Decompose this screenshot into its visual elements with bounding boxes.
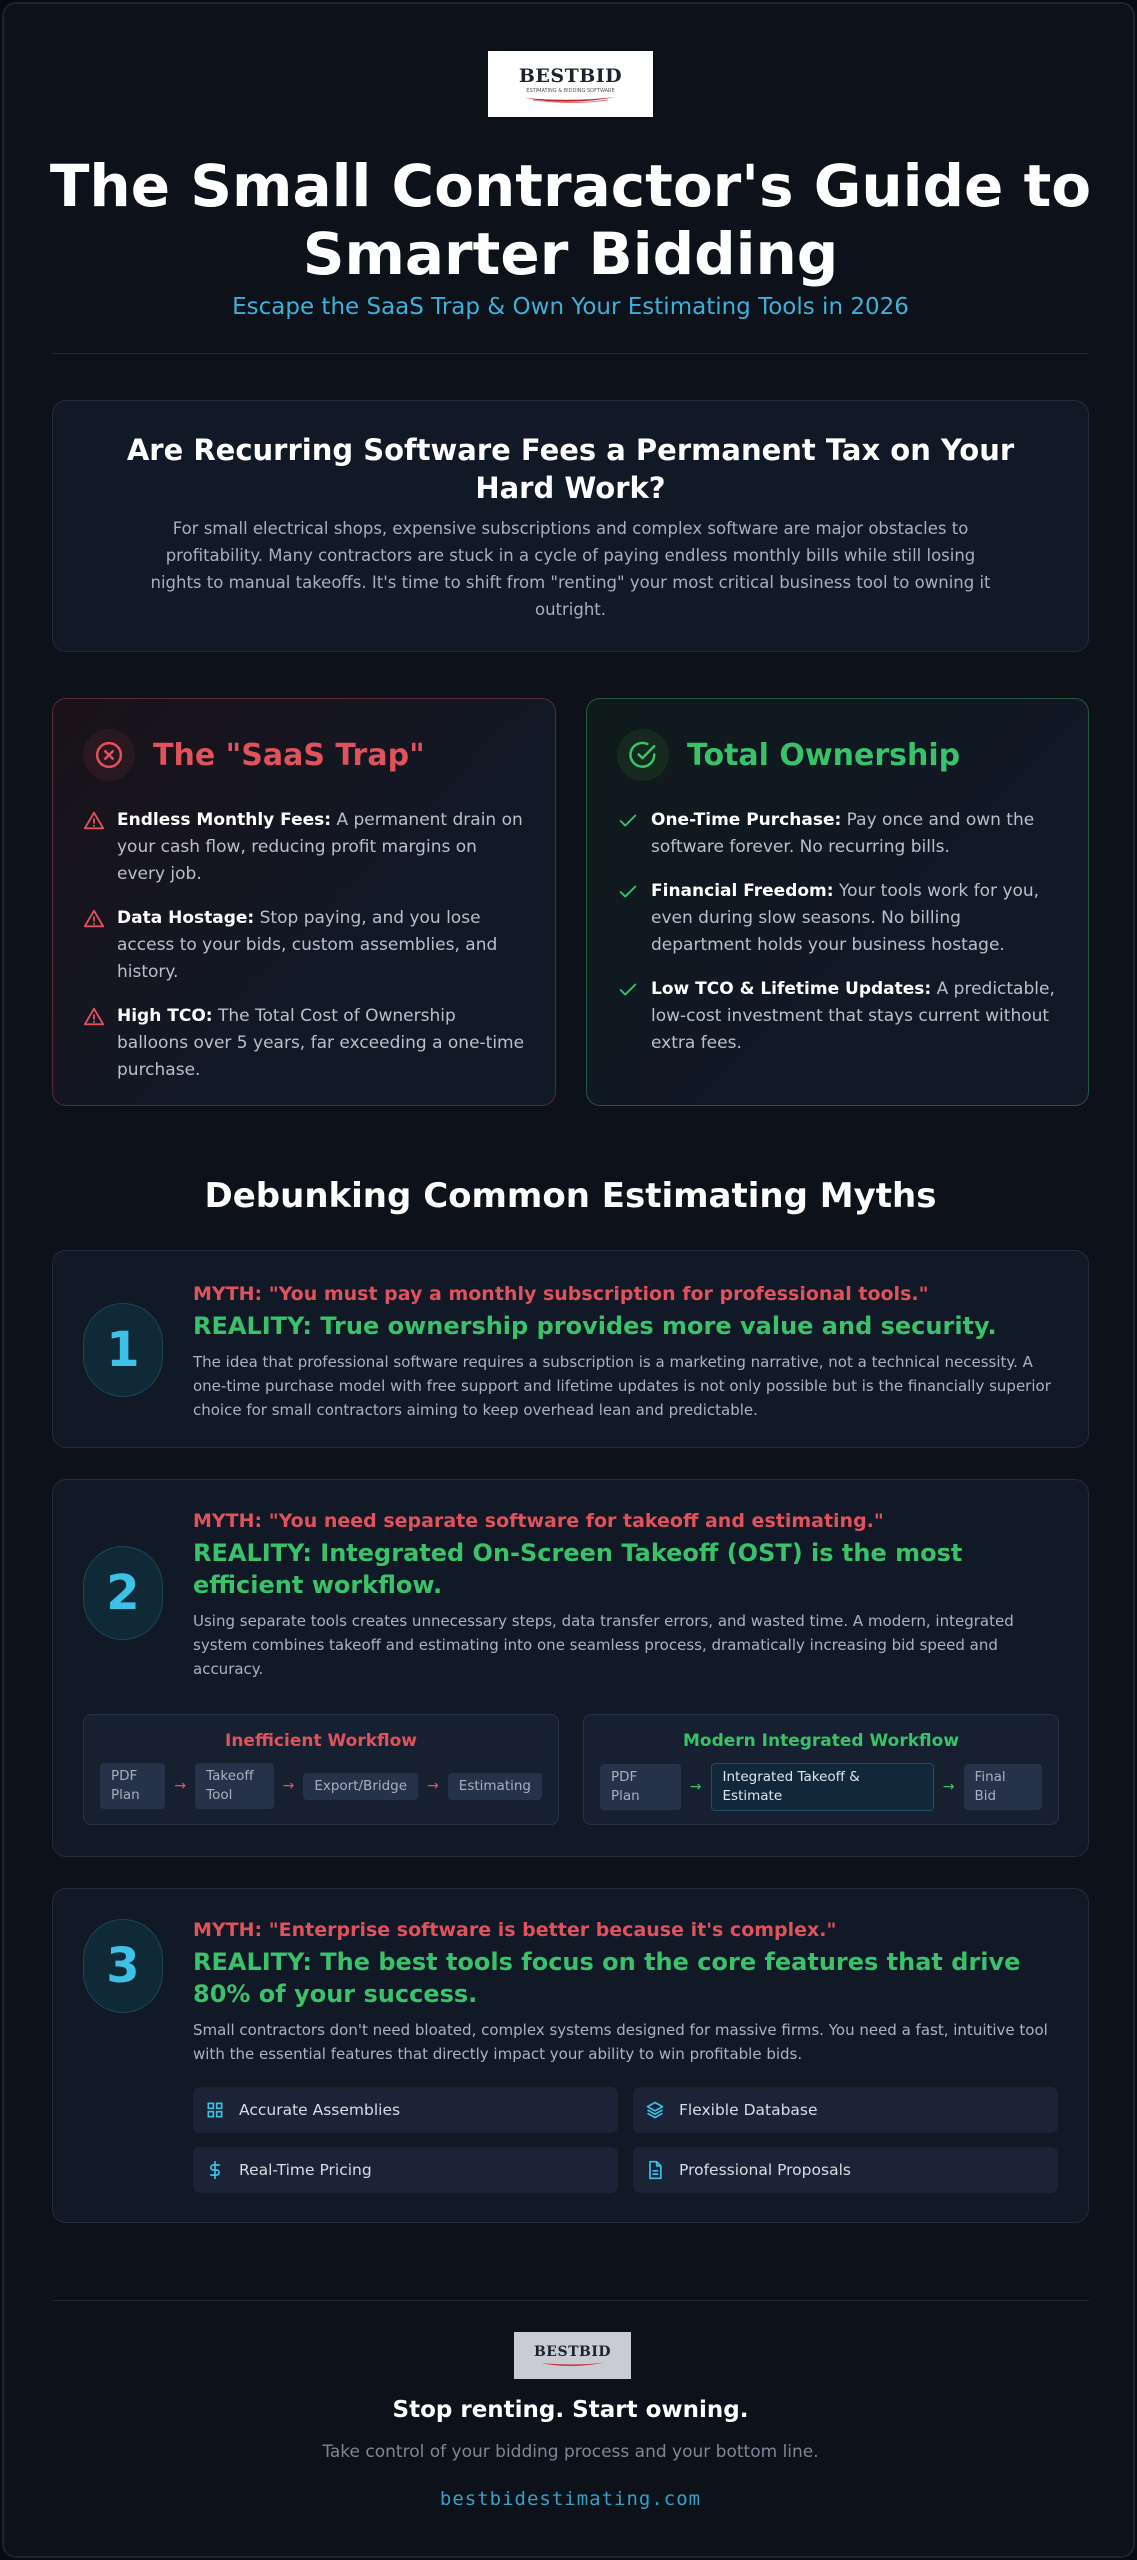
infographic-page bbox=[2, 2, 1135, 2558]
list-item bbox=[617, 807, 1060, 861]
list-item bbox=[83, 807, 527, 888]
item-title: Financial Freedom: bbox=[651, 881, 834, 901]
warning-icon bbox=[83, 905, 117, 986]
myth-card-1 bbox=[52, 1250, 1089, 1448]
reality-statement: REALITY: Integrated On-Screen Takeoff (OST) is the most efficient workflow. bbox=[193, 1539, 963, 1599]
logo-name: BESTBID bbox=[533, 2343, 612, 2360]
list-item bbox=[617, 976, 1060, 1057]
logo-tagline: ESTIMATING & BIDDING SOFTWARE bbox=[526, 87, 615, 94]
arrow-right-icon: → bbox=[427, 1778, 439, 1794]
x-circle-icon bbox=[83, 729, 135, 781]
workflow-step: Final Bid bbox=[964, 1764, 1042, 1810]
myth-body: Small contractors don't need bloated, complex systems designed for massive firms. You need a fast, intuitive tool with the essential features that directly impact your ability to win profitable bids. bbox=[193, 2021, 1048, 2063]
page-title: The Small Contractor's Guide to Smarter Bidding bbox=[49, 152, 1092, 288]
layers-icon bbox=[645, 2100, 679, 2120]
intro-body: For small electrical shops, expensive subscriptions and complex software are major obstacles to profitability. Many contractors are stuck in a cycle of paying endless monthly bills while still losing nights to manual takeoffs. It's time to shift from "renting" your most critical business tool to owning it outright. bbox=[150, 519, 991, 619]
arrow-right-icon: → bbox=[689, 1779, 702, 1795]
check-icon bbox=[617, 878, 651, 959]
workflow-title: Modern Integrated Workflow bbox=[682, 1731, 960, 1751]
workflow-step: Integrated Takeoff & Estimate bbox=[711, 1763, 934, 1811]
item-text: The Total Cost of Ownership balloons over 5 years, far exceeding a one-time purchase. bbox=[117, 1006, 525, 1080]
intro-title: Are Recurring Software Fees a Permanent Tax on Your Hard Work? bbox=[126, 433, 1015, 505]
workflow-step: Estimating bbox=[448, 1773, 542, 1800]
dollar-icon bbox=[205, 2160, 239, 2180]
website-link[interactable]: bestbidestimating.com bbox=[439, 2488, 702, 2510]
workflow-title: Inefficient Workflow bbox=[225, 1731, 417, 1751]
document-icon bbox=[645, 2160, 679, 2180]
workflow-step: Export/Bridge bbox=[303, 1773, 418, 1800]
item-text: A permanent drain on your cash flow, reducing profit margins on every job. bbox=[117, 810, 523, 884]
myth-card-3 bbox=[52, 1888, 1089, 2223]
item-text: Your tools work for you, even during slow seasons. No billing department holds your business hostage. bbox=[651, 881, 1040, 955]
feature-real-time-pricing bbox=[193, 2147, 618, 2193]
workflow-step: Takeoff Tool bbox=[195, 1763, 273, 1809]
feature-label: Professional Proposals bbox=[679, 2161, 851, 2179]
myth-statement: MYTH: "You must pay a monthly subscription for professional tools." bbox=[193, 1283, 929, 1305]
myth-body: Using separate tools creates unnecessary steps, data transfer errors, and wasted time. A modern, integrated system combines takeoff and estimating into one seamless process, dramatically increasing bid speed and accuracy. bbox=[193, 1612, 1014, 1678]
item-text: Pay once and own the software forever. No recurring bills. bbox=[651, 810, 1035, 857]
feature-label: Flexible Database bbox=[679, 2101, 818, 2119]
list-item bbox=[83, 905, 527, 986]
feature-label: Real-Time Pricing bbox=[239, 2161, 372, 2179]
saas-trap-title: The "SaaS Trap" bbox=[153, 737, 425, 773]
saas-trap-card bbox=[52, 698, 556, 1106]
modern-workflow bbox=[583, 1714, 1059, 1825]
myth-number-badge: 1 bbox=[83, 1303, 163, 1397]
item-title: Data Hostage: bbox=[117, 908, 255, 928]
warning-icon bbox=[83, 1003, 117, 1084]
myth-number-badge: 2 bbox=[83, 1546, 163, 1640]
reality-statement: REALITY: The best tools focus on the core features that drive 80% of your success. bbox=[193, 1948, 1021, 2008]
feature-professional-proposals bbox=[633, 2147, 1058, 2193]
item-text: A predictable, low-cost investment that stays current without extra fees. bbox=[651, 979, 1055, 1053]
ownership-title: Total Ownership bbox=[687, 737, 961, 773]
check-icon bbox=[617, 807, 651, 861]
myth-body: The idea that professional software requires a subscription is a marketing narrative, not a technical necessity. A one-time purchase model with free support and lifetime updates is not only possible but is the financially superior choice for small contractors aiming to keep overhead lean and predictable. bbox=[193, 1353, 1051, 1419]
footer-subtitle: Take control of your bidding process and your bottom line. bbox=[322, 2442, 819, 2462]
myth-number-badge: 3 bbox=[83, 1919, 163, 2013]
myth-card-2 bbox=[52, 1479, 1089, 1857]
arrow-right-icon: → bbox=[282, 1778, 295, 1794]
feature-flexible-database bbox=[633, 2087, 1058, 2133]
warning-icon bbox=[83, 807, 117, 888]
item-text: Stop paying, and you lose access to your bids, custom assemblies, and history. bbox=[117, 908, 498, 982]
grid-icon bbox=[205, 2100, 239, 2120]
ownership-card bbox=[586, 698, 1089, 1106]
footer-logo bbox=[514, 2332, 631, 2379]
workflow-step: PDF Plan bbox=[100, 1763, 165, 1809]
divider bbox=[52, 2300, 1089, 2301]
saas-trap-list bbox=[83, 807, 527, 1101]
inefficient-workflow bbox=[83, 1714, 559, 1825]
intro-card bbox=[52, 400, 1089, 652]
item-title: One-Time Purchase: bbox=[651, 810, 842, 830]
feature-accurate-assemblies bbox=[193, 2087, 618, 2133]
page-subtitle: Escape the SaaS Trap & Own Your Estimating Tools in 2026 bbox=[232, 294, 909, 320]
list-item bbox=[617, 878, 1060, 959]
list-item bbox=[83, 1003, 527, 1084]
logo-name: BESTBID bbox=[518, 64, 623, 87]
myth-statement: MYTH: "You need separate software for takeoff and estimating." bbox=[193, 1510, 884, 1532]
workflow-step: PDF Plan bbox=[600, 1764, 681, 1810]
feature-label: Accurate Assemblies bbox=[239, 2101, 401, 2119]
arrow-right-icon: → bbox=[174, 1778, 187, 1794]
item-title: Low TCO & Lifetime Updates: bbox=[651, 979, 932, 999]
footer-title: Stop renting. Start owning. bbox=[392, 2397, 749, 2423]
check-circle-icon bbox=[617, 729, 669, 781]
divider bbox=[52, 353, 1089, 354]
arrow-right-icon: → bbox=[942, 1779, 955, 1795]
item-title: Endless Monthly Fees: bbox=[117, 810, 332, 830]
ownership-list bbox=[617, 807, 1060, 1074]
reality-statement: REALITY: True ownership provides more value and security. bbox=[193, 1312, 997, 1340]
item-title: High TCO: bbox=[117, 1006, 213, 1026]
logo-swoosh-icon bbox=[540, 2360, 606, 2368]
myth-statement: MYTH: "Enterprise software is better because it's complex." bbox=[193, 1919, 837, 1941]
brand-logo bbox=[488, 51, 653, 117]
check-icon bbox=[617, 976, 651, 1057]
myths-section-title: Debunking Common Estimating Myths bbox=[204, 1176, 937, 1216]
logo-swoosh-icon bbox=[523, 94, 618, 104]
